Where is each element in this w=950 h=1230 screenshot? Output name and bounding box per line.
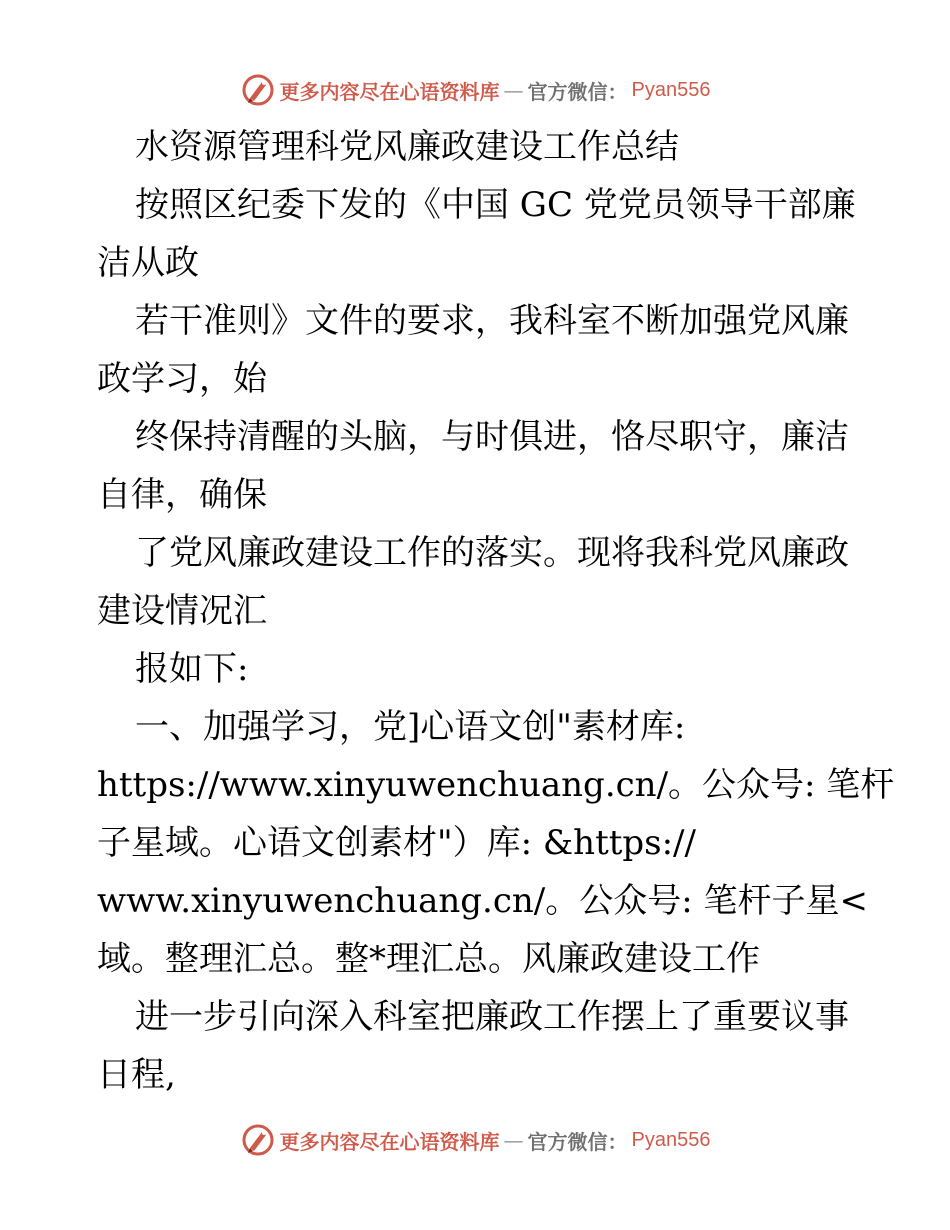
paragraph-line: 进一步引向深入科室把廉政工作摆上了重要议事 [135, 997, 849, 1037]
watermark-main-text: 更多内容尽在心语资料库 [279, 1129, 500, 1154]
document-title: 水资源管理科党风廉政建设工作总结 [135, 127, 679, 167]
paragraph-line: 若干准则》文件的要求，我科室不断加强党风廉 [135, 301, 849, 341]
section-heading: 一、加强学习，党]心语文创"素材库: [135, 707, 686, 747]
watermark-group [240, 72, 711, 108]
pen-logo-icon [240, 1122, 276, 1158]
paragraph-line: 按照区纪委下发的《中国 GC 党党员领导干部廉 [135, 185, 856, 225]
pen-logo-icon [240, 72, 276, 108]
watermark-group [240, 1122, 711, 1158]
paragraph-line: 日程, [97, 1055, 176, 1095]
paragraph-line: 建设情况汇 [97, 591, 267, 631]
footer-watermark-banner [0, 1120, 950, 1160]
watermark-main-text: 更多内容尽在心语资料库 [279, 79, 500, 104]
paragraph-line: 终保持清醒的头脑，与时俱进，恪尽职守，廉洁 [135, 417, 849, 457]
paragraph-line: 政学习，始 [97, 359, 267, 399]
paragraph-line: https://www.xinyuwenchuang.cn/。公众号: 笔杆 [97, 765, 895, 805]
paragraph-line: 了党风廉政建设工作的落实。现将我科党风廉政 [135, 533, 849, 573]
watermark-separator: — [503, 1128, 524, 1152]
watermark-wechat-id: Pyan556 [631, 78, 711, 101]
watermark-wechat-label: 官方微信： [527, 79, 628, 104]
watermark-separator: — [503, 78, 524, 102]
document-body [97, 118, 895, 1104]
paragraph-line: 域。整理汇总。整*理汇总。风廉政建设工作 [97, 939, 760, 979]
watermark-wechat-label: 官方微信： [527, 1129, 628, 1154]
paragraph-line: 自律，确保 [97, 475, 267, 515]
watermark-wechat-id: Pyan556 [631, 1128, 711, 1151]
header-watermark-banner [0, 70, 950, 110]
paragraph-line: 洁从政 [97, 243, 199, 283]
paragraph-line: www.xinyuwenchuang.cn/。公众号: 笔杆子星< [97, 881, 868, 921]
paragraph-line: 子星域。心语文创素材"）库: &https:// [97, 823, 696, 863]
paragraph-line: 报如下: [135, 649, 249, 689]
